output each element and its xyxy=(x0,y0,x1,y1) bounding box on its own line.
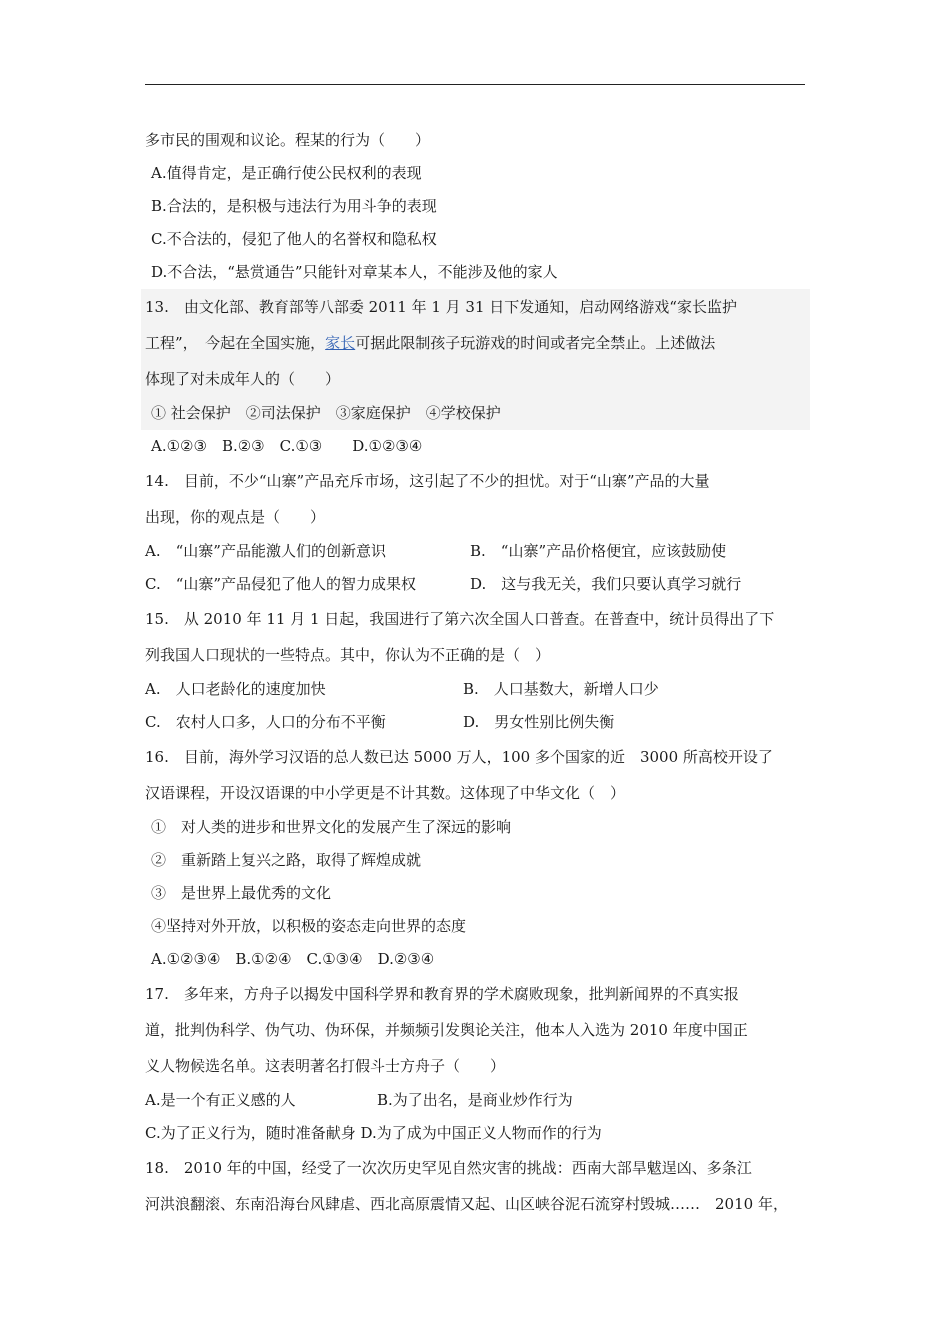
q13-items: ① 社会保护 ②司法保护 ③家庭保护 ④学校保护 xyxy=(151,404,501,422)
q15-options-ab xyxy=(145,673,810,706)
q18-line-1: 18. 2010 年的中国，经受了一次次历史罕见自然灾害的挑战：西南大部旱魃逞凶、多条江 xyxy=(145,1159,752,1177)
q12-continuation: 多市民的围观和议论。程某的行为（ ） xyxy=(145,131,431,149)
q18-line-2: 河洪浪翻滚、东南沿海台风肆虐、西北高原震情又起、山区峡谷泥石流穿村毁城…… 2010 年， xyxy=(145,1195,788,1213)
q13-block xyxy=(141,289,810,430)
parent-link[interactable]: 家长 xyxy=(325,334,356,352)
q15-option-c: C. 农村人口多，人口的分布不平衡 xyxy=(145,713,386,731)
q14-line-1: 14. 目前，不少“山寨”产品充斥市场，这引起了不少的担忧。对于“山寨”产品的大量 xyxy=(145,472,710,490)
q13-options: A.①②③ B.②③ C.①③ D.①②③④ xyxy=(151,437,423,455)
q15-option-b: B. 人口基数大，新增人口少 xyxy=(463,680,659,698)
q17-line-2: 道，批判伪科学、伪气功、伪环保，并频频引发舆论关注，他本人入选为 2010 年度中国正 xyxy=(145,1021,748,1039)
q14-line-2: 出现，你的观点是（ ） xyxy=(145,508,326,526)
q16-item-3: ③ 是世界上最优秀的文化 xyxy=(151,884,332,902)
q15-options-cd xyxy=(145,706,810,739)
q15-line-2: 列我国人口现状的一些特点。其中，你认为不正确的是（ ） xyxy=(145,646,551,664)
q15-option-d: D. 男女性别比例失衡 xyxy=(463,713,615,731)
q12-option-d: D.不合法，“悬赏通告”只能针对章某本人，不能涉及他的家人 xyxy=(151,263,558,281)
exam-page-content xyxy=(145,124,810,1222)
q17-options-cd: C.为了正义行为，随时准备献身 D.为了成为中国正义人物而作的行为 xyxy=(145,1124,602,1142)
q13-line-2a: 工程”， 今起在全国实施， xyxy=(145,334,326,352)
q17-line-3: 义人物候选名单。这表明著名打假斗士方舟子（ ） xyxy=(145,1057,506,1075)
q16-line-2: 汉语课程，开设汉语课的中小学更是不计其数。这体现了中华文化（ ） xyxy=(145,784,626,802)
q14-option-c: C. “山寨”产品侵犯了他人的智力成果权 xyxy=(145,575,417,593)
q14-options-ab xyxy=(145,535,810,568)
q17-option-b: B.为了出名，是商业炒作行为 xyxy=(377,1091,573,1109)
q12-option-c: C.不合法的，侵犯了他人的名誉权和隐私权 xyxy=(151,230,437,248)
q12-option-b: B.合法的，是积极与违法行为用斗争的表现 xyxy=(151,197,437,215)
q16-item-1: ① 对人类的进步和世界文化的发展产生了深远的影响 xyxy=(151,818,512,836)
q17-option-a: A.是一个有正义感的人 xyxy=(145,1091,296,1109)
q14-option-b: B. “山寨”产品价格便宜，应该鼓励使 xyxy=(470,542,727,560)
q14-options-cd xyxy=(145,568,810,601)
header-rule xyxy=(145,84,805,85)
q17-options-ab xyxy=(145,1084,810,1117)
q13-line-1: 13. 由文化部、教育部等八部委 2011 年 1 月 31 日下发通知，启动网络游戏“家长监护 xyxy=(145,298,737,316)
q17-line-1: 17. 多年来，方舟子以揭发中国科学界和教育界的学术腐败现象，批判新闻界的不真实报 xyxy=(145,985,739,1003)
q14-option-a: A. “山寨”产品能激人们的创新意识 xyxy=(145,542,386,560)
q16-item-2: ② 重新踏上复兴之路，取得了辉煌成就 xyxy=(151,851,422,869)
q13-line-3: 体现了对未成年人的（ ） xyxy=(145,370,341,388)
q13-line-2 xyxy=(145,325,810,361)
q16-item-4: ④坚持对外开放，以积极的姿态走向世界的态度 xyxy=(151,917,467,935)
q15-line-1: 15. 从 2010 年 11 月 1 日起，我国进行了第六次全国人口普查。在普查中，统计员得出了下 xyxy=(145,610,775,628)
q13-line-2b: 可据此限制孩子玩游戏的时间或者完全禁止。上述做法 xyxy=(355,334,716,352)
q16-options: A.①②③④ B.①②④ C.①③④ D.②③④ xyxy=(151,950,435,968)
q12-option-a: A.值得肯定，是正确行使公民权利的表现 xyxy=(151,164,422,182)
q15-option-a: A. 人口老龄化的速度加快 xyxy=(145,680,326,698)
q16-line-1: 16. 目前，海外学习汉语的总人数已达 5000 万人，100 多个国家的近 3000 所高校开设了 xyxy=(145,748,773,766)
q14-option-d: D. 这与我无关，我们只要认真学习就行 xyxy=(470,575,742,593)
